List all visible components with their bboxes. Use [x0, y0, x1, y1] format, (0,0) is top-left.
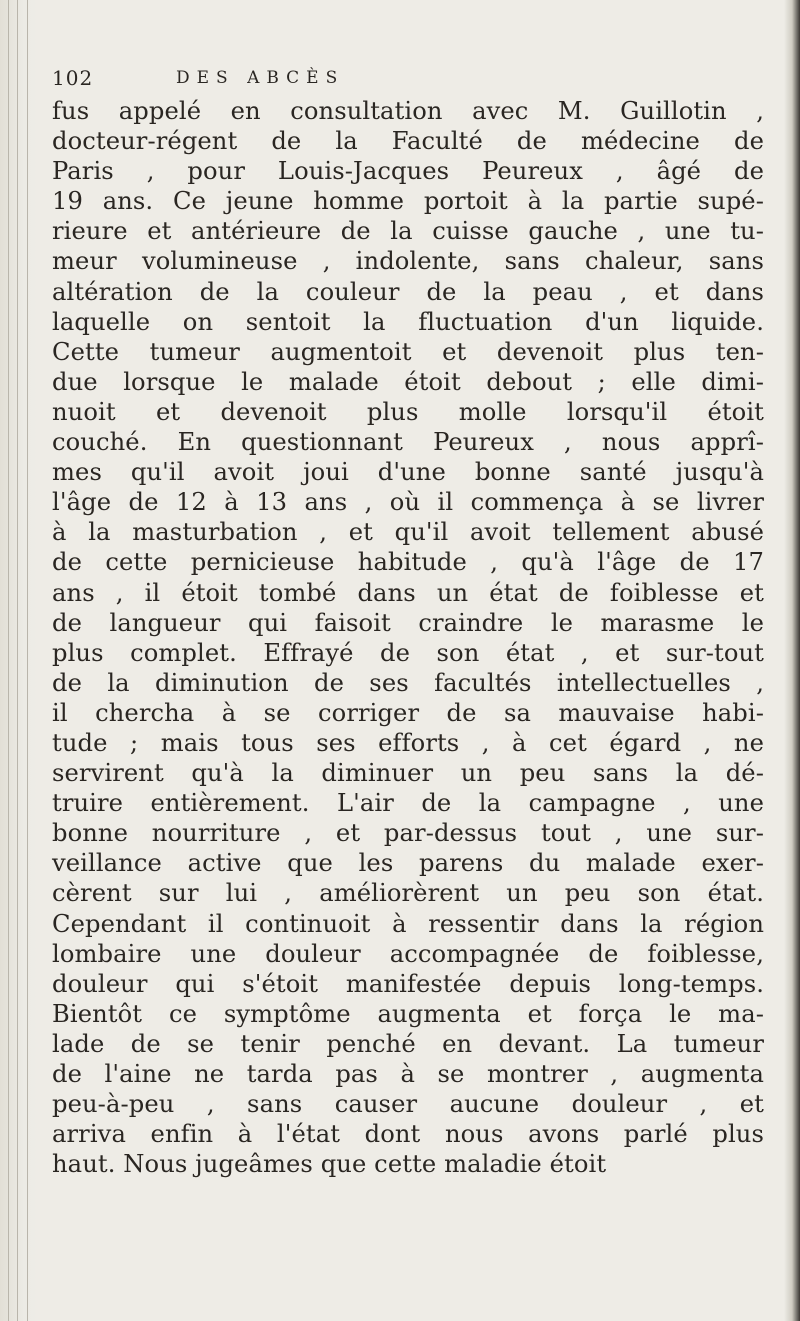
text-line-content: fus appelé en consultation avec M. Guillotin ,: [52, 97, 764, 125]
text-line: [52, 1089, 764, 1119]
binding-line: [27, 0, 28, 1321]
text-line: [52, 578, 764, 608]
text-line: [52, 999, 764, 1029]
text-line: [52, 307, 764, 337]
text-line-content: arriva enfin à l'état dont nous avons parlé plus: [52, 1120, 764, 1149]
text-line-content: de la diminution de ses facultés intellectuelles ,: [52, 668, 764, 697]
text-line-content: de cette pernicieuse habitude , qu'à l'âge de 17: [52, 548, 764, 577]
text-line-content: 19 ans. Ce jeune homme portoit à la partie supé-: [52, 187, 764, 216]
page-number: 102: [52, 66, 94, 90]
text-line-content: de langueur qui faisoit craindre le marasme le: [52, 608, 764, 637]
text-line: [52, 788, 764, 818]
text-line-content: plus complet. Effrayé de son état , et sur-tout: [52, 638, 764, 667]
text-line: [52, 517, 764, 547]
text-line: [52, 638, 764, 668]
text-line: [52, 818, 764, 848]
text-line: [52, 969, 764, 999]
text-line-content: lombaire une douleur accompagnée de foiblesse,: [52, 939, 764, 968]
text-line: [52, 728, 764, 758]
text-line-content: cèrent sur lui , améliorèrent un peu son état.: [52, 879, 764, 908]
page-edge: [784, 0, 800, 1321]
text-line: [52, 487, 764, 517]
text-line-content: Cependant il continuoit à ressentir dans la région: [52, 909, 764, 938]
text-line-content: mes qu'il avoit joui d'une bonne santé jusqu'à: [52, 458, 764, 487]
text-line: [52, 939, 764, 969]
text-line: [52, 156, 764, 186]
text-line: [52, 698, 764, 728]
text-line-content: Bientôt ce symptôme augmenta et força le ma-: [52, 999, 764, 1028]
text-line-content: de l'aine ne tarda pas à se montrer , augmenta: [52, 1060, 764, 1088]
text-line-content: Cette tumeur augmentoit et devenoit plus ten-: [52, 337, 764, 366]
text-line: [52, 337, 764, 367]
text-line: [52, 1119, 764, 1149]
body-text: [52, 96, 764, 1179]
text-line-content: il chercha à se corriger de sa mauvaise habi-: [52, 698, 764, 727]
text-line: [52, 758, 764, 788]
text-line: [52, 367, 764, 397]
text-line: [52, 96, 764, 126]
page-binding-shadow: [0, 0, 40, 1321]
text-line: [52, 608, 764, 638]
text-line-content: servirent qu'à la diminuer un peu sans la dé-: [52, 759, 764, 788]
text-line-content: laquelle on sentoit la fluctuation d'un liquide.: [52, 307, 764, 336]
text-line: [52, 909, 764, 939]
text-line: [52, 1059, 764, 1089]
text-line: [52, 457, 764, 487]
text-line: [52, 246, 764, 276]
text-line: [52, 848, 764, 878]
text-line: [52, 547, 764, 577]
text-line-content: due lorsque le malade étoit debout ; elle dimi-: [52, 367, 764, 396]
text-line-content: meur volumineuse , indolente, sans chaleur, sans: [52, 247, 764, 276]
text-line-content: couché. En questionnant Peureux , nous apprî-: [52, 428, 764, 457]
text-line: [52, 397, 764, 427]
text-line: [52, 1149, 764, 1179]
text-line-content: ans , il étoit tombé dans un état de foiblesse et: [52, 578, 764, 607]
book-page: [52, 66, 764, 1179]
text-line: [52, 1029, 764, 1059]
text-line-content: à la masturbation , et qu'il avoit tellement abusé: [52, 518, 764, 547]
text-line-content: truire entièrement. L'air de la campagne , une: [52, 789, 764, 818]
text-line-content: Paris , pour Louis-Jacques Peureux , âgé de: [52, 157, 764, 186]
text-line-content: bonne nourriture , et par-dessus tout , une sur-: [52, 819, 764, 848]
text-line: [52, 427, 764, 457]
text-line-content: rieure et antérieure de la cuisse gauche , une tu-: [52, 217, 764, 246]
text-line: [52, 878, 764, 908]
text-line-content: docteur-régent de la Faculté de médecine de: [52, 127, 764, 156]
text-line-content: nuoit et devenoit plus molle lorsqu'il étoit: [52, 397, 764, 426]
text-line-content: lade de se tenir penché en devant. La tumeur: [52, 1029, 764, 1058]
text-line: [52, 668, 764, 698]
text-line-content: altération de la couleur de la peau , et dans: [52, 277, 764, 306]
text-line: [52, 186, 764, 216]
binding-line: [17, 0, 18, 1321]
binding-line: [8, 0, 9, 1321]
running-head: DES ABCÈS: [176, 68, 345, 88]
text-line-content: douleur qui s'étoit manifestée depuis long-temps.: [52, 969, 764, 998]
text-line-content: veillance active que les parens du malade exer-: [52, 849, 764, 878]
text-line: [52, 126, 764, 156]
text-line-content: l'âge de 12 à 13 ans , où il commença à se livrer: [52, 488, 764, 517]
text-line: [52, 277, 764, 307]
text-line-content: tude ; mais tous ses efforts , à cet égard , ne: [52, 728, 764, 757]
text-line-content: peu-à-peu , sans causer aucune douleur , et: [52, 1090, 764, 1119]
text-line: [52, 216, 764, 246]
text-line-content: haut. Nous jugeâmes que cette maladie étoit: [52, 1150, 607, 1179]
page-header: [52, 66, 764, 96]
